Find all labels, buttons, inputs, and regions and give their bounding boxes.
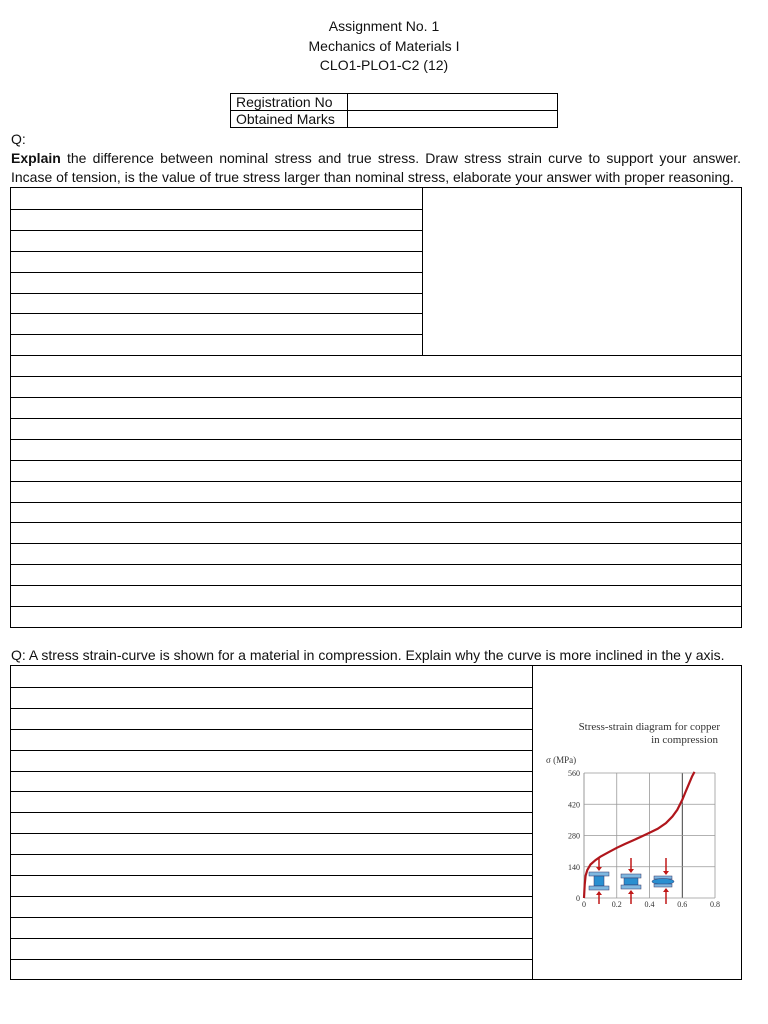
answer-line <box>11 896 532 897</box>
y-tick-label: 0 <box>576 894 580 903</box>
answer-line <box>11 376 741 377</box>
answer-line <box>11 209 422 210</box>
chart-ylabel: σ (MPa) <box>546 755 577 765</box>
answer-line <box>11 522 741 523</box>
document-header <box>0 17 768 76</box>
stress-strain-chart <box>540 712 736 912</box>
registration-field[interactable] <box>348 94 558 111</box>
marks-row <box>231 111 558 128</box>
x-tick-label: 0.4 <box>644 900 655 909</box>
answer-line <box>11 439 741 440</box>
specimen-2-icon <box>621 858 641 904</box>
x-tick-label: 0.2 <box>611 900 622 909</box>
y-tick-label: 280 <box>568 831 580 841</box>
chart-title-line2: in compression <box>651 734 718 746</box>
answer-line <box>11 708 532 709</box>
answer-line <box>11 397 741 398</box>
question-1-body <box>11 149 741 187</box>
answer-box-1[interactable] <box>10 187 742 628</box>
question-2: Q: A stress strain-curve is shown for a material in compression. Explain why the curve is more inclined in the y axis. <box>11 647 725 663</box>
answer-line <box>11 687 532 688</box>
answer-line <box>11 251 422 252</box>
question-1 <box>11 130 741 187</box>
specimen-1-icon <box>589 858 609 904</box>
answer-line <box>11 875 532 876</box>
answer-line <box>11 606 741 607</box>
answer-line <box>11 854 532 855</box>
answer-line <box>11 543 741 544</box>
answer-line <box>11 729 532 730</box>
answer-line <box>11 481 741 482</box>
answer-line <box>11 917 532 918</box>
answer-line <box>11 564 741 565</box>
question-1-text: the difference between nominal stress and true stress. Draw stress strain curve to support your answer. Incase of tension, is the value of true stress larger than nominal stress, elaborate your answer with proper reasoning. <box>11 150 741 185</box>
specimen-illustrations <box>589 858 674 904</box>
marks-field[interactable] <box>348 111 558 128</box>
answer-box-2-divider <box>532 666 533 979</box>
answer-line <box>11 460 741 461</box>
answer-line <box>11 771 532 772</box>
answer-line <box>11 418 741 419</box>
x-tick-label: 0 <box>582 900 586 909</box>
answer-line <box>11 355 741 356</box>
answer-line <box>11 502 741 503</box>
question-1-bold-word: Explain <box>11 150 61 166</box>
answer-line <box>11 833 532 834</box>
answer-line <box>11 812 532 813</box>
marks-label: Obtained Marks <box>231 111 348 128</box>
answer-line <box>11 585 741 586</box>
answer-line <box>11 334 422 335</box>
x-tick-label: 0.6 <box>677 900 688 909</box>
assignment-number: Assignment No. 1 <box>328 18 440 34</box>
y-tick-label: 140 <box>568 862 580 872</box>
x-tick-label: 0.8 <box>710 900 720 909</box>
chart-title-line1: Stress-strain diagram for copper <box>578 721 720 733</box>
course-title: Mechanics of Materials I <box>308 37 460 54</box>
registration-table <box>230 93 558 128</box>
y-tick-label: 560 <box>568 769 580 778</box>
registration-label: Registration No <box>231 94 348 111</box>
answer-line <box>11 791 532 792</box>
specimen-3-icon <box>652 858 674 904</box>
question-1-prefix: Q: <box>11 131 26 147</box>
y-tick-label: 420 <box>568 800 580 810</box>
answer-box-1-divider <box>422 188 423 355</box>
clo-code: CLO1-PLO1-C2 (12) <box>319 57 449 73</box>
answer-line <box>11 938 532 939</box>
answer-line <box>11 293 422 294</box>
answer-line <box>11 313 422 314</box>
answer-line <box>11 750 532 751</box>
answer-line <box>11 959 532 960</box>
registration-row <box>231 94 558 111</box>
answer-line <box>11 272 422 273</box>
answer-line <box>11 230 422 231</box>
